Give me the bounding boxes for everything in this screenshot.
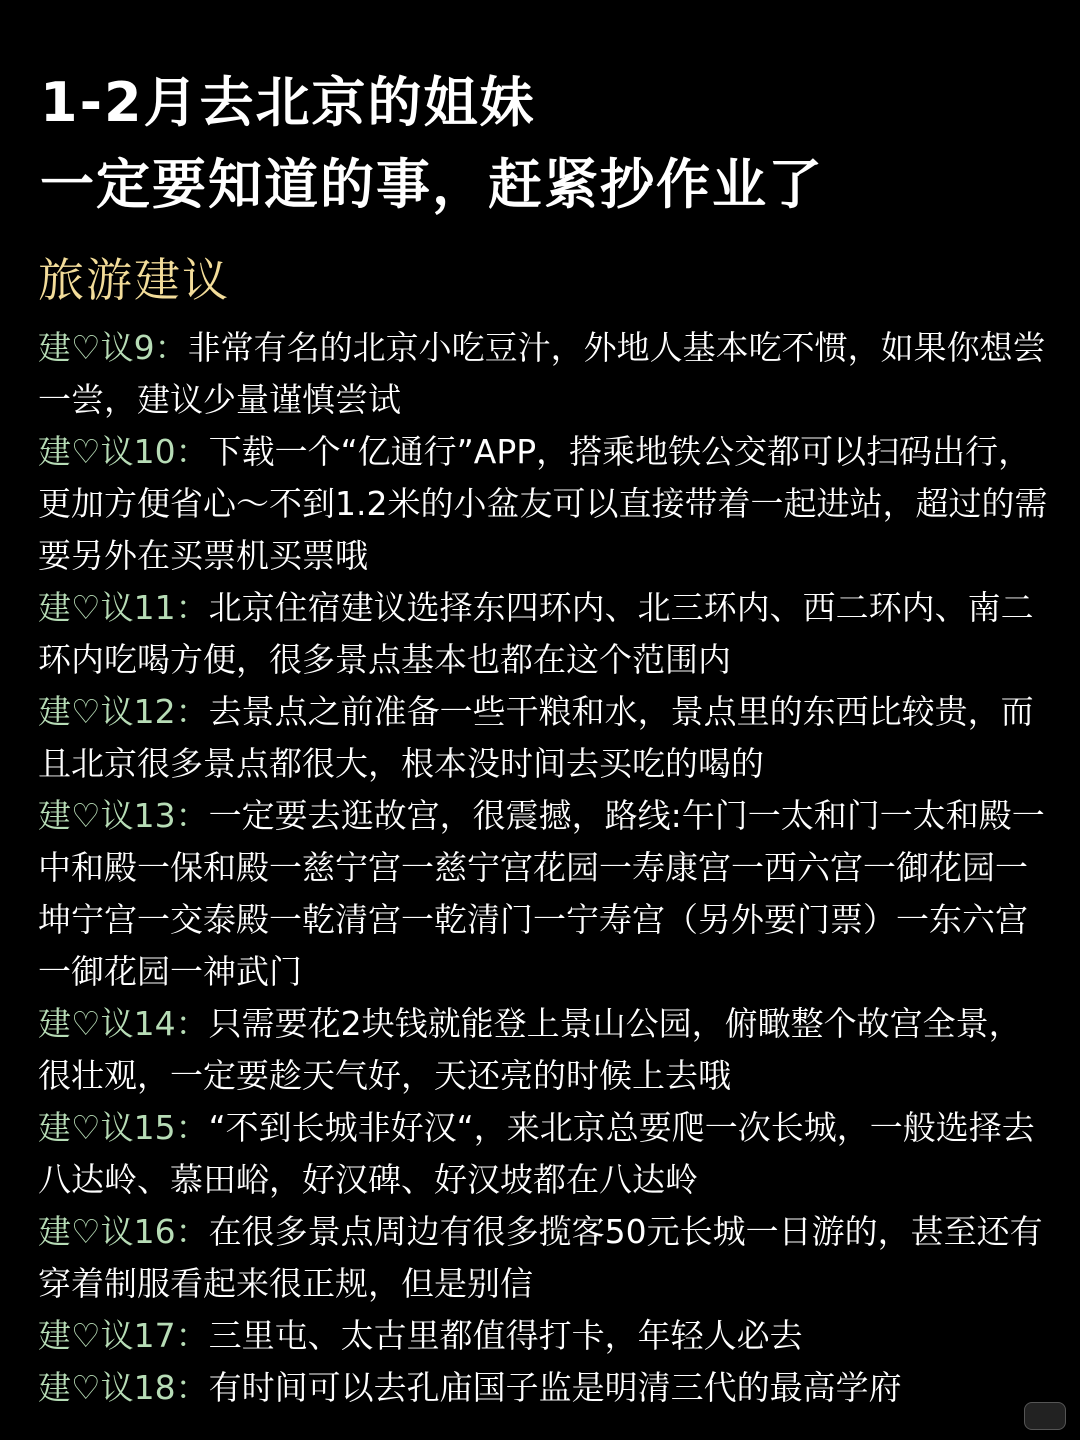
tip-label: 建♡议13： (38, 796, 209, 835)
page-title (40, 62, 1050, 226)
tip-label: 建♡议18： (38, 1368, 209, 1407)
section-heading: 旅游建议 (38, 253, 230, 307)
tip-text: 一定要去逛故宫，很震撼，路线:午门一太和门一太和殿一中和殿一保和殿一慈宁宫一慈宁宫花园一寿康宫一西六宫一御花园一坤宁宫一交泰殿一乾清宫一乾清门一宁寿宫（另外要门票）一东六宫一御花园一神武门 (38, 796, 1045, 991)
tip-text: 三里屯、太古里都值得打卡，年轻人必去 (208, 1316, 803, 1355)
watermark-logo-icon (1024, 1402, 1066, 1430)
tip-label: 建♡议10： (38, 432, 209, 471)
tip-label: 建♡议15： (38, 1108, 209, 1147)
list-item (38, 426, 1048, 582)
tips-list (38, 322, 1048, 1414)
page-title-line-1: 1-2月去北京的姐妹 (40, 71, 536, 134)
list-item (38, 686, 1048, 790)
tip-text: 在很多景点周边有很多揽客50元长城一日游的，甚至还有穿着制服看起来很正规，但是别信 (38, 1212, 1043, 1303)
list-item (38, 1362, 1048, 1414)
tip-text: “不到长城非好汉“，来北京总要爬一次长城，一般选择去八达岭、慕田峪，好汉碑、好汉坡都在八达岭 (38, 1108, 1035, 1199)
tip-label: 建♡议9： (38, 328, 188, 367)
list-item (38, 1310, 1048, 1362)
tip-text: 只需要花2块钱就能登上景山公园，俯瞰整个故宫全景，很壮观，一定要趁天气好，天还亮的时候上去哦 (38, 1004, 1022, 1095)
tip-text: 下载一个“亿通行”APP，搭乘地铁公交都可以扫码出行，更加方便省心～不到1.2米的小盆友可以直接带着一起进站，超过的需要另外在买票机买票哦 (38, 432, 1048, 575)
page-title-line-2: 一定要知道的事，赶紧抄作业了 (40, 153, 824, 216)
tip-text: 有时间可以去孔庙国子监是明清三代的最高学府 (208, 1368, 902, 1407)
list-item (38, 582, 1048, 686)
tip-text: 非常有名的北京小吃豆汁，外地人基本吃不惯，如果你想尝一尝，建议少量谨慎尝试 (38, 328, 1046, 419)
tip-label: 建♡议12： (38, 692, 209, 731)
tip-text: 北京住宿建议选择东四环内、北三环内、西二环内、南二环内吃喝方便，很多景点基本也都在这个范围内 (38, 588, 1034, 679)
list-item (38, 998, 1048, 1102)
list-item (38, 1102, 1048, 1206)
tip-label: 建♡议16： (38, 1212, 209, 1251)
tip-label: 建♡议11： (38, 588, 209, 627)
list-item (38, 322, 1048, 426)
tip-label: 建♡议14： (38, 1004, 209, 1043)
list-item (38, 1206, 1048, 1310)
list-item (38, 790, 1048, 998)
tip-text: 去景点之前准备一些干粮和水，景点里的东西比较贵，而且北京很多景点都很大，根本没时间去买吃的喝的 (38, 692, 1034, 783)
tip-label: 建♡议17： (38, 1316, 209, 1355)
